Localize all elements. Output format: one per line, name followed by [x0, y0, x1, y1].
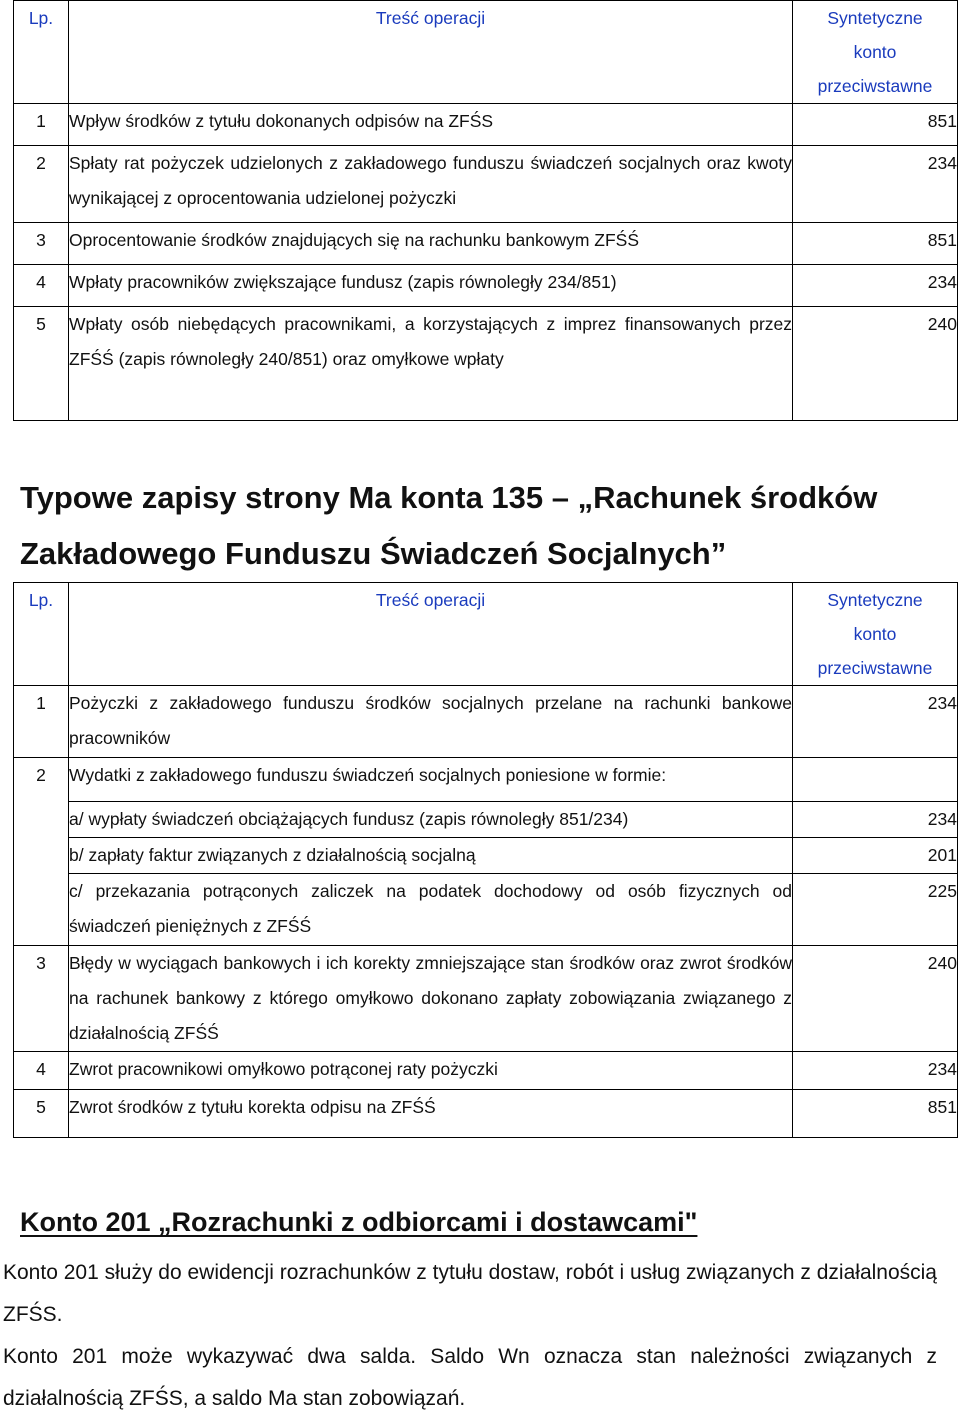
subrow-text: b/ zapłaty faktur związanych z działalnością socjalną — [69, 838, 793, 874]
table-subrow — [14, 838, 958, 874]
row-text: Wpływ środków z tytułu dokonanych odpisów na ZFŚS — [69, 104, 793, 146]
row-konto — [793, 758, 958, 802]
row-konto: 234 — [793, 1052, 958, 1090]
row-lp: 4 — [14, 265, 69, 307]
row-konto: 851 — [793, 223, 958, 265]
row-lp: 5 — [14, 307, 69, 421]
row-konto: 240 — [793, 946, 958, 1052]
header-konto — [793, 583, 958, 686]
table-row — [14, 686, 958, 758]
header-lp: Lp. — [14, 1, 69, 104]
header-tresc: Treść operacji — [69, 1, 793, 104]
table-row — [14, 1052, 958, 1090]
table-row — [14, 758, 958, 802]
konto-201-heading: Konto 201 „Rozrachunki z odbiorcami i dostawcami" — [20, 1207, 698, 1237]
header-konto-line: konto — [853, 624, 897, 644]
table-row — [14, 946, 958, 1052]
header-tresc: Treść operacji — [69, 583, 793, 686]
row-text: Wydatki z zakładowego funduszu świadczeń socjalnych poniesione w formie: — [69, 758, 793, 802]
header-konto — [793, 1, 958, 104]
table-subrow — [14, 874, 958, 946]
operations-table-1 — [13, 0, 958, 421]
table-row — [14, 307, 958, 421]
konto-201-paragraph: Konto 201 służy do ewidencji rozrachunków z tytułu dostaw, robót i usług związanych z działalnością ZFŚS. — [3, 1261, 937, 1326]
row-text: Wpłaty pracowników zwiększające fundusz (zapis równoległy 234/851) — [69, 265, 793, 307]
subrow-konto: 234 — [793, 802, 958, 838]
section-heading: Typowe zapisy strony Ma konta 135 – „Rachunek środków Zakładowego Funduszu Świadczeń Socjalnych” — [20, 480, 878, 571]
row-lp: 5 — [14, 1090, 69, 1138]
row-lp: 1 — [14, 104, 69, 146]
row-lp: 2 — [14, 758, 69, 946]
header-konto-line: Syntetyczne — [827, 590, 923, 610]
operations-table-2 — [13, 582, 958, 1138]
table-header-row — [14, 1, 958, 104]
header-konto-line: Syntetyczne — [827, 8, 923, 28]
row-konto: 240 — [793, 307, 958, 421]
table-header-row — [14, 583, 958, 686]
row-text: Wpłaty osób niebędących pracownikami, a korzystających z imprez finansowanych przez ZFŚŚ (zapis równoległy 240/851) oraz omyłkowe wpłaty — [69, 307, 793, 421]
row-lp: 1 — [14, 686, 69, 758]
table-row — [14, 223, 958, 265]
konto-201-paragraph: Konto 201 może wykazywać dwa salda. Saldo Wn oznacza stan należności związanych z działalnością ZFŚS, a saldo Ma stan zobowiązań. — [3, 1345, 937, 1410]
row-lp: 3 — [14, 946, 69, 1052]
row-text: Pożyczki z zakładowego funduszu środków socjalnych przelane na rachunki bankowe pracowników — [69, 686, 793, 758]
subrow-konto: 201 — [793, 838, 958, 874]
subrow-konto: 225 — [793, 874, 958, 946]
row-text: Spłaty rat pożyczek udzielonych z zakładowego funduszu świadczeń socjalnych oraz kwoty wynikającej z oprocentowania udzielonej pożyczki — [69, 146, 793, 223]
row-text: Oprocentowanie środków znajdujących się na rachunku bankowym ZFŚŚ — [69, 223, 793, 265]
row-konto: 234 — [793, 686, 958, 758]
row-lp: 2 — [14, 146, 69, 223]
header-konto-line: przeciwstawne — [817, 658, 933, 678]
header-konto-line: przeciwstawne — [817, 76, 933, 96]
row-text: Zwrot środków z tytułu korekta odpisu na ZFŚŚ — [69, 1090, 793, 1138]
subrow-text: c/ przekazania potrąconych zaliczek na podatek dochodowy od osób fizycznych od świadczeń pieniężnych z ZFŚŚ — [69, 874, 793, 946]
row-konto: 234 — [793, 146, 958, 223]
row-lp: 3 — [14, 223, 69, 265]
subrow-text: a/ wypłaty świadczeń obciążających fundusz (zapis równoległy 851/234) — [69, 802, 793, 838]
table-row — [14, 1090, 958, 1138]
row-konto: 851 — [793, 1090, 958, 1138]
row-text: Błędy w wyciągach bankowych i ich korekty zmniejszające stan środków oraz zwrot środków na rachunek bankowy z którego omyłkowo dokonano zapłaty zobowiązania związanego z działalnością ZFŚŚ — [69, 946, 793, 1052]
header-lp: Lp. — [14, 583, 69, 686]
table-row — [14, 146, 958, 223]
row-konto: 234 — [793, 265, 958, 307]
header-konto-line: konto — [853, 42, 897, 62]
table-row — [14, 104, 958, 146]
table-row — [14, 265, 958, 307]
row-text: Zwrot pracownikowi omyłkowo potrąconej raty pożyczki — [69, 1052, 793, 1090]
table-subrow — [14, 802, 958, 838]
row-lp: 4 — [14, 1052, 69, 1090]
row-konto: 851 — [793, 104, 958, 146]
